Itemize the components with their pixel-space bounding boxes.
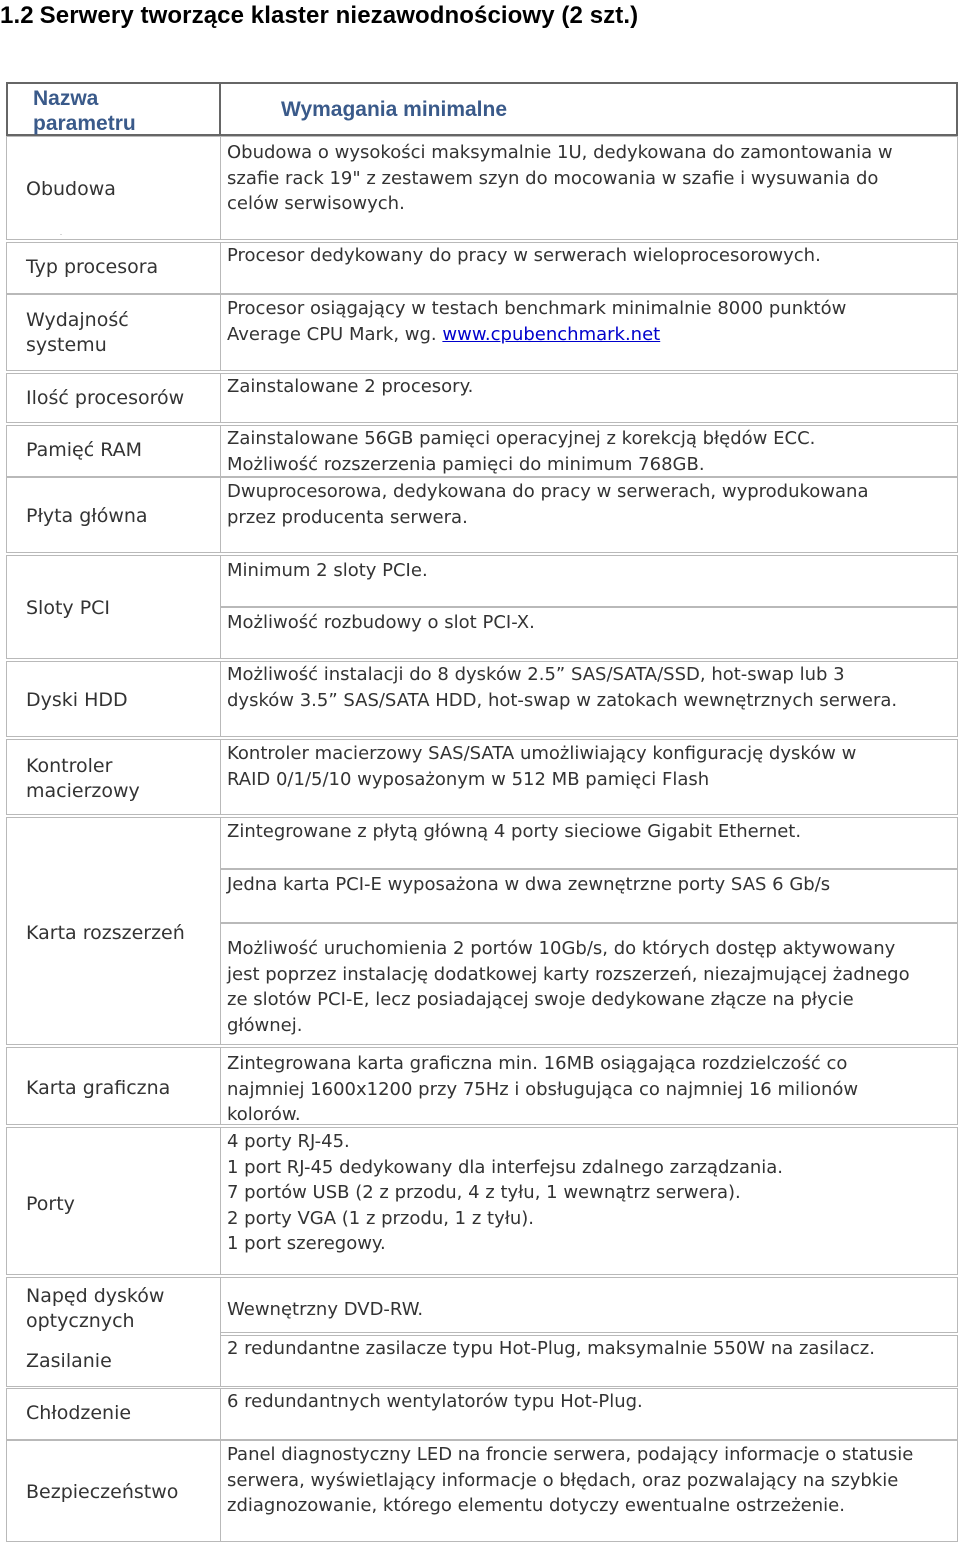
label-obudowa: Obudowa [26,178,116,200]
label-bezpieczenstwo: Bezpieczeństwo [26,1481,179,1503]
label-plyta-glowna: Płyta główna [26,505,148,527]
section-title: Serwery tworzące klaster niezawodnościowy (2 szt.) [39,2,639,29]
label-naped-dyskow: Napęd dysków optycznych [26,1285,165,1332]
req-wydajnosc-text: Procesor osiągający w testach benchmark minimalnie 8000 punktów Average CPU Mark, wg. [227,298,847,345]
req-naped: Wewnętrzny DVD-RW. [227,1299,424,1320]
req-karta-rozszerzen-2: Jedna karta PCI-E wyposażona w dwa zewnętrzne porty SAS 6 Gb/s [227,874,831,895]
section-heading [0,2,638,30]
section-number: 1.2 [0,2,34,29]
req-sloty-pci-2: Możliwość rozbudowy o slot PCI-X. [227,612,535,633]
req-karta-rozszerzen-3: Możliwość uruchomienia 2 portów 10Gb/s, do których dostęp aktywowany jest poprzez instalację dodatkowej karty rozszerzeń, niezajmującej żadnego ze slotów PCI-E, lecz posiadającej swoje dedykowane złącze na płycie głównej. [227,938,910,1036]
header-parameter-name: Nazwa parametru [33,87,136,135]
req-porty: 4 porty RJ-45. 1 port RJ-45 dedykowany dla interfejsu zdalnego zarządzania. 7 portów USB (2 z przodu, 4 z tyłu, 1 wewnątrz serwera). 2 porty VGA (1 z przodu, 1 z tyłu). 1 port szeregowy. [227,1131,784,1254]
stray-dot: . [60,228,62,237]
req-obudowa: Obudowa o wysokości maksymalnie 1U, dedykowana do zamontowania w szafie rack 19" z zestawem szyn do mocowania w szafie i wysuwania do celów serwisowych. [227,142,893,214]
label-ilosc-procesorow: Ilość procesorów [26,387,185,409]
label-chlodzenie: Chłodzenie [26,1402,132,1424]
req-pamiec-ram: Zainstalowane 56GB pamięci operacyjnej z korekcją błędów ECC. Możliwość rozszerzenia pamięci do minimum 768GB. [227,428,816,475]
req-zasilanie: 2 redundantne zasilacze typu Hot-Plug, maksymalnie 550W na zasilacz. [227,1338,875,1359]
req-dyski-hdd: Możliwość instalacji do 8 dysków 2.5” SAS/SATA/SSD, hot-swap lub 3 dysków 3.5” SAS/SATA HDD, hot-swap w zatokach wewnętrznych serwera. [227,664,898,711]
req-bezpieczenstwo: Panel diagnostyczny LED na froncie serwera, podający informacje o statusie serwera, wyświetlający informacje o błędach, oraz pozwalający na szybkie zdiagnozowanie, którego elementu dotyczy ewentualne ostrzeżenie. [227,1444,914,1516]
label-typ-procesora: Typ procesora [26,256,159,278]
label-sloty-pci: Sloty PCI [26,597,111,619]
req-typ-procesora: Procesor dedykowany do pracy w serwerach wieloprocesorowych. [227,245,821,266]
label-wydajnosc-systemu: Wydajność systemu [26,309,129,356]
label-kontroler-macierzowy: Kontroler macierzowy [26,755,140,802]
req-karta-rozszerzen-1: Zintegrowane z płytą główną 4 porty sieciowe Gigabit Ethernet. [227,821,802,842]
label-porty: Porty [26,1193,75,1215]
label-karta-rozszerzen: Karta rozszerzeń [26,922,185,944]
req-wydajnosc [227,296,947,347]
req-kontroler: Kontroler macierzowy SAS/SATA umożliwiający konfigurację dysków w RAID 0/1/5/10 wyposażonym w 512 MB pamięci Flash [227,743,857,790]
req-sloty-pci-1: Minimum 2 sloty PCIe. [227,560,428,581]
label-karta-graficzna: Karta graficzna [26,1077,171,1099]
header-min-requirements: Wymagania minimalne [281,98,508,121]
cpubenchmark-link[interactable]: www.cpubenchmark.net [442,323,661,345]
req-chlodzenie: 6 redundantnych wentylatorów typu Hot-Plug. [227,1391,643,1412]
label-pamiec-ram: Pamięć RAM [26,439,143,461]
req-ilosc-procesorow: Zainstalowane 2 procesory. [227,376,474,397]
label-zasilanie: Zasilanie [26,1350,112,1372]
label-dyski-hdd: Dyski HDD [26,689,128,711]
req-karta-graficzna: Zintegrowana karta graficzna min. 16MB osiągająca rozdzielczość co najmniej 1600x1200 przy 75Hz i obsługująca co najmniej 16 milionów kolorów. [227,1053,859,1125]
req-plyta-glowna: Dwuprocesorowa, dedykowana do pracy w serwerach, wyprodukowana przez producenta serwera. [227,481,869,528]
